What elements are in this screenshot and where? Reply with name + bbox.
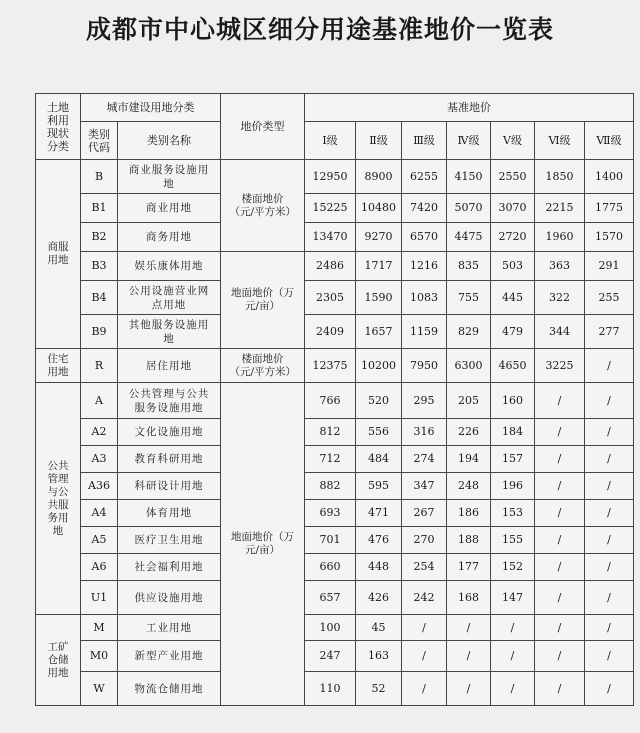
category-code: W [81, 672, 118, 706]
category-name: 居住用地 [118, 349, 221, 383]
price-cell-level-2: 476 [356, 527, 402, 554]
price-cell-level-7: / [585, 349, 634, 383]
price-cell-level-6: / [535, 446, 585, 473]
land-use-group: 商服用地 [36, 160, 81, 349]
price-cell-level-2: 45 [356, 615, 402, 641]
price-cell-level-3: 347 [402, 473, 447, 500]
category-name: 教育科研用地 [118, 446, 221, 473]
price-cell-level-3: 1216 [402, 252, 447, 281]
price-cell-level-3: / [402, 641, 447, 672]
header-base-price: 基准地价 [305, 94, 634, 122]
price-cell-level-1: 882 [305, 473, 356, 500]
land-use-group: 工矿仓储用地 [36, 615, 81, 706]
table-row [36, 446, 634, 473]
price-cell-level-5: 157 [491, 446, 535, 473]
price-cell-level-5: 479 [491, 315, 535, 349]
price-cell-level-7: / [585, 446, 634, 473]
price-cell-level-2: 52 [356, 672, 402, 706]
price-cell-level-6: 322 [535, 281, 585, 315]
price-cell-level-1: 660 [305, 554, 356, 581]
price-cell-level-4: 177 [447, 554, 491, 581]
header-code: 类别代码 [81, 122, 118, 160]
price-cell-level-5: 4650 [491, 349, 535, 383]
price-cell-level-4: 4475 [447, 223, 491, 252]
table-row [36, 419, 634, 446]
price-cell-level-3: 1159 [402, 315, 447, 349]
price-cell-level-4: 186 [447, 500, 491, 527]
price-cell-level-1: 12375 [305, 349, 356, 383]
category-name: 公用设施营业网点用地 [118, 281, 221, 315]
price-cell-level-2: 520 [356, 383, 402, 419]
price-type: 地面地价（万元/亩） [221, 252, 305, 349]
header-land-use: 土地利用现状分类 [36, 94, 81, 160]
header-urban-class: 城市建设用地分类 [81, 94, 221, 122]
category-code: A [81, 383, 118, 419]
price-cell-level-4: 168 [447, 581, 491, 615]
price-cell-level-4: 248 [447, 473, 491, 500]
header-level-6: Ⅵ级 [535, 122, 585, 160]
header-level-4: Ⅳ级 [447, 122, 491, 160]
price-cell-level-3: 7950 [402, 349, 447, 383]
category-code: M [81, 615, 118, 641]
table-row [36, 473, 634, 500]
price-cell-level-6: / [535, 419, 585, 446]
price-cell-level-7: / [585, 581, 634, 615]
price-cell-level-5: 2550 [491, 160, 535, 194]
price-cell-level-6: 1850 [535, 160, 585, 194]
category-name: 文化设施用地 [118, 419, 221, 446]
table-row [36, 383, 634, 419]
price-cell-level-7: 277 [585, 315, 634, 349]
price-cell-level-1: 12950 [305, 160, 356, 194]
price-cell-level-5: 2720 [491, 223, 535, 252]
table-row [36, 581, 634, 615]
table-row [36, 223, 634, 252]
category-name: 工业用地 [118, 615, 221, 641]
price-cell-level-4: 755 [447, 281, 491, 315]
table-body [36, 160, 634, 706]
price-cell-level-1: 2486 [305, 252, 356, 281]
price-cell-level-7: 1400 [585, 160, 634, 194]
table-row [36, 349, 634, 383]
price-cell-level-3: 7420 [402, 194, 447, 223]
category-name: 科研设计用地 [118, 473, 221, 500]
price-cell-level-5: / [491, 641, 535, 672]
category-code: B3 [81, 252, 118, 281]
price-cell-level-4: 194 [447, 446, 491, 473]
header-name: 类别名称 [118, 122, 221, 160]
price-cell-level-1: 712 [305, 446, 356, 473]
category-code: B [81, 160, 118, 194]
price-cell-level-4: / [447, 641, 491, 672]
header-level-5: Ⅴ级 [491, 122, 535, 160]
category-name: 娱乐康体用地 [118, 252, 221, 281]
table-row [36, 527, 634, 554]
price-cell-level-2: 471 [356, 500, 402, 527]
header-level-2: Ⅱ级 [356, 122, 402, 160]
price-cell-level-1: 812 [305, 419, 356, 446]
category-code: B4 [81, 281, 118, 315]
price-cell-level-6: / [535, 615, 585, 641]
price-cell-level-6: / [535, 581, 585, 615]
table-row [36, 500, 634, 527]
category-code: A6 [81, 554, 118, 581]
price-cell-level-2: 595 [356, 473, 402, 500]
price-cell-level-3: 6255 [402, 160, 447, 194]
table-row [36, 252, 634, 281]
price-cell-level-6: 1960 [535, 223, 585, 252]
price-cell-level-2: 448 [356, 554, 402, 581]
price-cell-level-3: 316 [402, 419, 447, 446]
price-cell-level-1: 2409 [305, 315, 356, 349]
price-cell-level-7: / [585, 500, 634, 527]
category-name: 物流仓储用地 [118, 672, 221, 706]
land-price-table [35, 93, 634, 706]
price-cell-level-7: / [585, 615, 634, 641]
category-code: A2 [81, 419, 118, 446]
category-code: B1 [81, 194, 118, 223]
price-cell-level-6: / [535, 672, 585, 706]
price-cell-level-5: 3070 [491, 194, 535, 223]
category-code: B2 [81, 223, 118, 252]
price-cell-level-6: 344 [535, 315, 585, 349]
price-cell-level-2: 1590 [356, 281, 402, 315]
category-code: B9 [81, 315, 118, 349]
price-cell-level-2: 556 [356, 419, 402, 446]
header-level-3: Ⅲ级 [402, 122, 447, 160]
price-cell-level-2: 10480 [356, 194, 402, 223]
table-row [36, 615, 634, 641]
price-type: 地面地价（万元/亩） [221, 383, 305, 706]
price-cell-level-2: 484 [356, 446, 402, 473]
price-cell-level-2: 8900 [356, 160, 402, 194]
header-level-7: Ⅶ级 [585, 122, 634, 160]
category-code: U1 [81, 581, 118, 615]
category-code: A3 [81, 446, 118, 473]
price-cell-level-4: / [447, 615, 491, 641]
price-cell-level-7: 255 [585, 281, 634, 315]
price-cell-level-6: / [535, 527, 585, 554]
price-cell-level-5: 445 [491, 281, 535, 315]
category-name: 社会福利用地 [118, 554, 221, 581]
price-cell-level-3: / [402, 615, 447, 641]
header-level-1: Ⅰ级 [305, 122, 356, 160]
category-name: 其他服务设施用地 [118, 315, 221, 349]
price-cell-level-5: 155 [491, 527, 535, 554]
page-title: 成都市中心城区细分用途基准地价一览表 [85, 15, 554, 44]
price-cell-level-2: 10200 [356, 349, 402, 383]
price-cell-level-4: 6300 [447, 349, 491, 383]
price-cell-level-1: 701 [305, 527, 356, 554]
price-type: 楼面地价（元/平方米） [221, 160, 305, 252]
price-cell-level-5: 503 [491, 252, 535, 281]
price-cell-level-7: 291 [585, 252, 634, 281]
price-cell-level-1: 13470 [305, 223, 356, 252]
price-cell-level-6: / [535, 473, 585, 500]
price-cell-level-4: 205 [447, 383, 491, 419]
price-cell-level-5: / [491, 672, 535, 706]
price-cell-level-3: 295 [402, 383, 447, 419]
price-cell-level-6: / [535, 554, 585, 581]
price-cell-level-6: / [535, 383, 585, 419]
price-cell-level-5: 147 [491, 581, 535, 615]
category-name: 商务用地 [118, 223, 221, 252]
price-cell-level-3: 242 [402, 581, 447, 615]
category-name: 体育用地 [118, 500, 221, 527]
price-cell-level-4: 5070 [447, 194, 491, 223]
price-cell-level-7: / [585, 672, 634, 706]
price-cell-level-1: 693 [305, 500, 356, 527]
price-cell-level-7: 1775 [585, 194, 634, 223]
price-cell-level-1: 657 [305, 581, 356, 615]
table-row [36, 194, 634, 223]
price-cell-level-2: 163 [356, 641, 402, 672]
price-cell-level-2: 1657 [356, 315, 402, 349]
land-use-group: 住宅用地 [36, 349, 81, 383]
price-cell-level-7: 1570 [585, 223, 634, 252]
price-cell-level-2: 9270 [356, 223, 402, 252]
category-code: A5 [81, 527, 118, 554]
header-price-type: 地价类型 [221, 94, 305, 160]
price-cell-level-1: 100 [305, 615, 356, 641]
price-cell-level-5: 152 [491, 554, 535, 581]
category-code: M0 [81, 641, 118, 672]
price-cell-level-3: / [402, 672, 447, 706]
price-cell-level-6: 363 [535, 252, 585, 281]
price-cell-level-5: 160 [491, 383, 535, 419]
price-cell-level-3: 254 [402, 554, 447, 581]
price-cell-level-5: / [491, 615, 535, 641]
category-name: 商业服务设施用地 [118, 160, 221, 194]
table-row [36, 554, 634, 581]
price-cell-level-5: 184 [491, 419, 535, 446]
price-cell-level-1: 247 [305, 641, 356, 672]
price-cell-level-4: / [447, 672, 491, 706]
price-cell-level-5: 153 [491, 500, 535, 527]
category-name: 公共管理与公共服务设施用地 [118, 383, 221, 419]
table-row [36, 315, 634, 349]
table-row [36, 160, 634, 194]
price-cell-level-3: 6570 [402, 223, 447, 252]
price-cell-level-7: / [585, 473, 634, 500]
category-code: A4 [81, 500, 118, 527]
price-cell-level-7: / [585, 419, 634, 446]
price-cell-level-4: 226 [447, 419, 491, 446]
price-cell-level-7: / [585, 383, 634, 419]
price-cell-level-7: / [585, 641, 634, 672]
category-name: 医疗卫生用地 [118, 527, 221, 554]
price-cell-level-2: 1717 [356, 252, 402, 281]
category-code: A36 [81, 473, 118, 500]
price-cell-level-1: 2305 [305, 281, 356, 315]
table-row [36, 281, 634, 315]
table-row [36, 672, 634, 706]
price-cell-level-6: / [535, 641, 585, 672]
price-cell-level-6: / [535, 500, 585, 527]
price-cell-level-4: 835 [447, 252, 491, 281]
price-cell-level-1: 110 [305, 672, 356, 706]
land-use-group: 公共管理与公共服务用地 [36, 383, 81, 615]
table-row [36, 641, 634, 672]
price-cell-level-3: 270 [402, 527, 447, 554]
category-code: R [81, 349, 118, 383]
price-cell-level-6: 3225 [535, 349, 585, 383]
category-name: 商业用地 [118, 194, 221, 223]
price-cell-level-3: 274 [402, 446, 447, 473]
price-cell-level-2: 426 [356, 581, 402, 615]
price-cell-level-7: / [585, 554, 634, 581]
price-cell-level-3: 1083 [402, 281, 447, 315]
price-type: 楼面地价（元/平方米） [221, 349, 305, 383]
price-cell-level-1: 15225 [305, 194, 356, 223]
price-cell-level-4: 829 [447, 315, 491, 349]
price-cell-level-4: 4150 [447, 160, 491, 194]
price-cell-level-1: 766 [305, 383, 356, 419]
category-name: 新型产业用地 [118, 641, 221, 672]
price-cell-level-7: / [585, 527, 634, 554]
price-cell-level-4: 188 [447, 527, 491, 554]
price-cell-level-6: 2215 [535, 194, 585, 223]
category-name: 供应设施用地 [118, 581, 221, 615]
price-cell-level-5: 196 [491, 473, 535, 500]
price-cell-level-3: 267 [402, 500, 447, 527]
